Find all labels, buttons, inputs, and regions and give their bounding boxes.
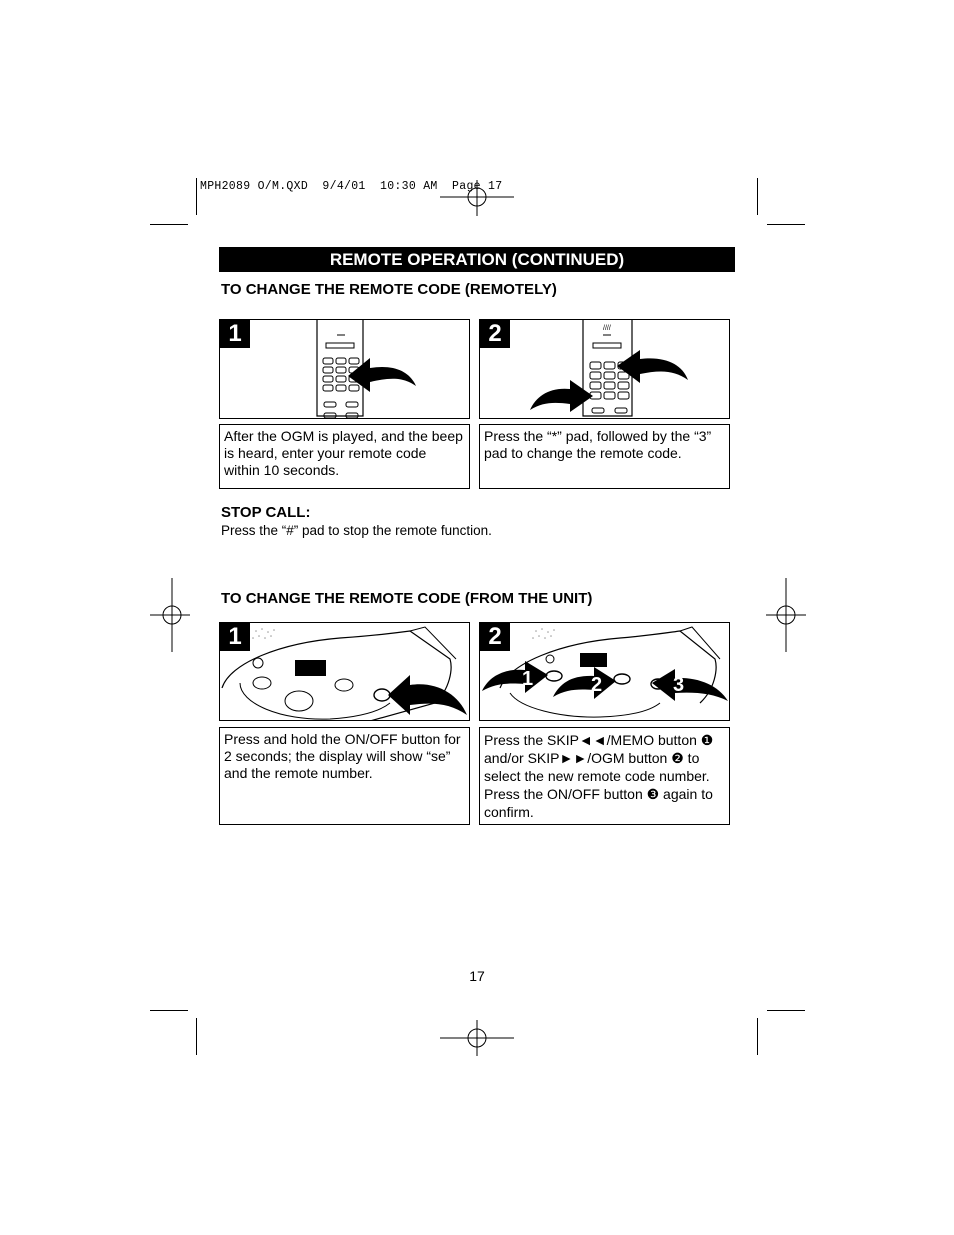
unit-step-2-text: Press the SKIP◄◄/MEMO button ❶ and/or SKIP►►/OGM button ❷ to select the new remote code number. Press the ON/OFF button ❸ again to confirm. [479, 727, 730, 825]
handset-keypad-illustration [480, 320, 730, 419]
step-number: 2 [480, 623, 510, 651]
arrow-icon [617, 350, 688, 383]
answering-machine-illustration [480, 623, 730, 721]
unit-change-heading: TO CHANGE THE REMOTE CODE (FROM THE UNIT) [221, 590, 593, 607]
handset-keypad-illustration [220, 320, 470, 419]
step-number: 1 [220, 623, 250, 651]
unit-step-2-figure [479, 622, 730, 721]
unit-step-1-text: Press and hold the ON/OFF button for 2 seconds; the display will show “se” and the remote number. [219, 727, 470, 825]
remote-step-1-text: After the OGM is played, and the beep is heard, enter your remote code within 10 seconds. [219, 424, 470, 489]
step-number: 1 [220, 320, 250, 348]
step-number: 2 [480, 320, 510, 348]
arrow-icon [652, 669, 728, 701]
registration-mark-bottom [440, 1020, 514, 1056]
stop-call-text: Press the “#” pad to stop the remote function. [221, 523, 492, 538]
arrow-label-3: 3 [673, 674, 685, 696]
page-number: 17 [469, 968, 485, 984]
answering-machine-illustration [220, 623, 470, 721]
registration-mark-top [440, 180, 514, 216]
remote-step-1-figure [219, 319, 470, 419]
section-title: REMOTE OPERATION (CONTINUED) [219, 247, 735, 272]
remote-change-heading: TO CHANGE THE REMOTE CODE (REMOTELY) [221, 281, 557, 298]
svg-text:////: //// [603, 325, 611, 332]
remote-step-2-figure [479, 319, 730, 419]
arrow-icon [388, 675, 467, 715]
arrow-label-1: 1 [522, 668, 534, 690]
arrow-icon [553, 667, 616, 699]
remote-step-2-text: Press the “*” pad, followed by the “3” pad to change the remote code. [479, 424, 730, 489]
registration-mark-left [150, 578, 190, 652]
registration-mark-right [766, 578, 806, 652]
unit-step-1-figure [219, 622, 470, 721]
slug-line: MPH2089 O/M.QXD 9/4/01 10:30 AM Page 17 [200, 180, 503, 193]
arrow-icon [482, 661, 548, 693]
stop-call-heading: STOP CALL: [221, 504, 311, 521]
arrow-label-2: 2 [591, 674, 603, 696]
